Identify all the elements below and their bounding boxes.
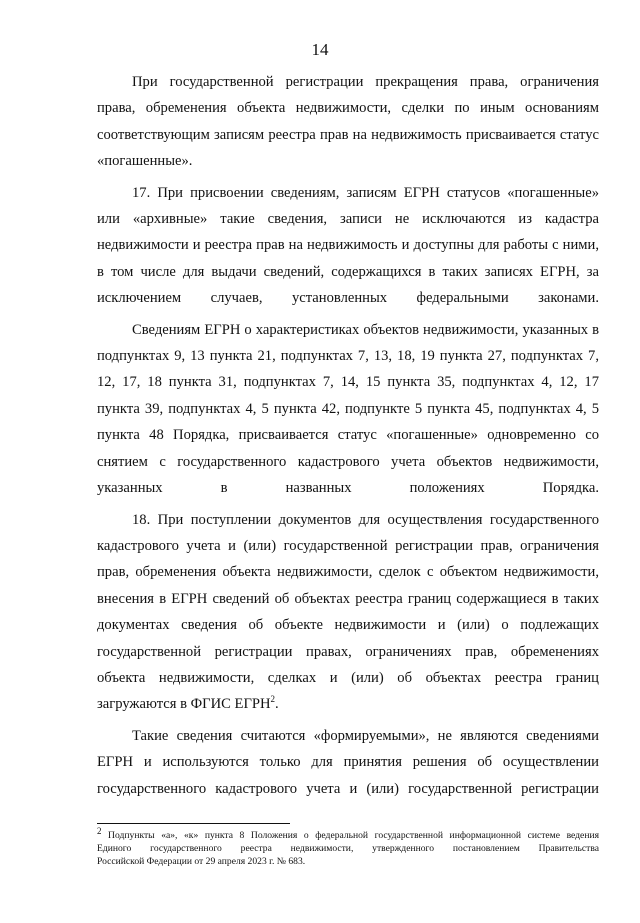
document-body: [97, 69, 599, 802]
paragraph-formed-data: Такие сведения считаются «формируемыми», не являются сведениями ЕГРН и используются только для принятия решения об осуществлении государственного кадастрового учета и (или) государственной регистрации: [97, 727, 599, 797]
paragraph-item-17: 17. При присвоении сведениям, записям ЕГРН статусов «погашенные» или «архивные» такие сведения, записи не исключаются из кадастра недвижимости и реестра прав на недвижимость и доступны для работы с ними, в том числе для выдачи сведений, содержащихся в таких записях ЕГРН, за исключением случаев, установленных федеральными законами.: [97, 184, 599, 307]
footnote-line: [97, 825, 599, 842]
footnote-reference: 2: [270, 694, 276, 705]
paragraph-termination-status: При государственной регистрации прекращения права, ограничения права, обременения объекта недвижимости, сделки по иным основаниям соответствующим записям реестра прав на недвижимость присваивается статус «погашенные».: [97, 74, 599, 170]
paragraph-item-18: [97, 507, 599, 718]
footnote-separator: [97, 823, 290, 824]
footnote: [97, 825, 599, 869]
paragraph-item-18-end: .: [275, 696, 279, 713]
paragraph-characteristics-status: Сведениям ЕГРН о характеристиках объектов недвижимости, указанных в подпунктах 9, 13 пункта 21, подпунктах 7, 13, 18, 19 пункта 27, подпунктах 7, 12, 17, 18 пункта 31, подпунктах 7, 14, 15 пункта 35, подпунктах 4, 12, 17 пункта 39, подпунктах 4, 5 пункта 42, подпункте 5 пункта 45, подпунктах 4, 5 пункта 48 Порядка, присваивается статус «погашенные» одновременно со снятием с государственного кадастрового учета объектов недвижимости, указанных в названных положениях Порядка.: [97, 321, 599, 497]
footnote-line-1-text: Подпункты «а», «к» пункта 8 Положения о федеральной государственной информационной системе ведения: [101, 830, 599, 841]
paragraph-item-18-text: 18. При поступлении документов для осуществления государственного кадастрового учета и (или) государственной регистрации прав, ограничения прав, обременения объекта недвижимости, сделок с объектом недвижимости, внесения в ЕГРН сведений об объектах реестра границ содержащиеся в таких документах сведения об объекте недвижимости и (или) о подлежащих государственной регистрации правах, ограничениях прав, обременениях объекта недвижимости, сделках и (или) об объектах реестра границ загружаются в ФГИС ЕГРН: [97, 511, 599, 713]
footnote-line: Единого государственного реестра недвижимости, утвержденного постановлением Правительства: [97, 843, 599, 855]
footnote-line: Российской Федерации от 29 апреля 2023 г. № 683.: [97, 856, 306, 868]
footnote-marker: 2: [97, 825, 102, 836]
page-number: 14: [311, 40, 329, 59]
